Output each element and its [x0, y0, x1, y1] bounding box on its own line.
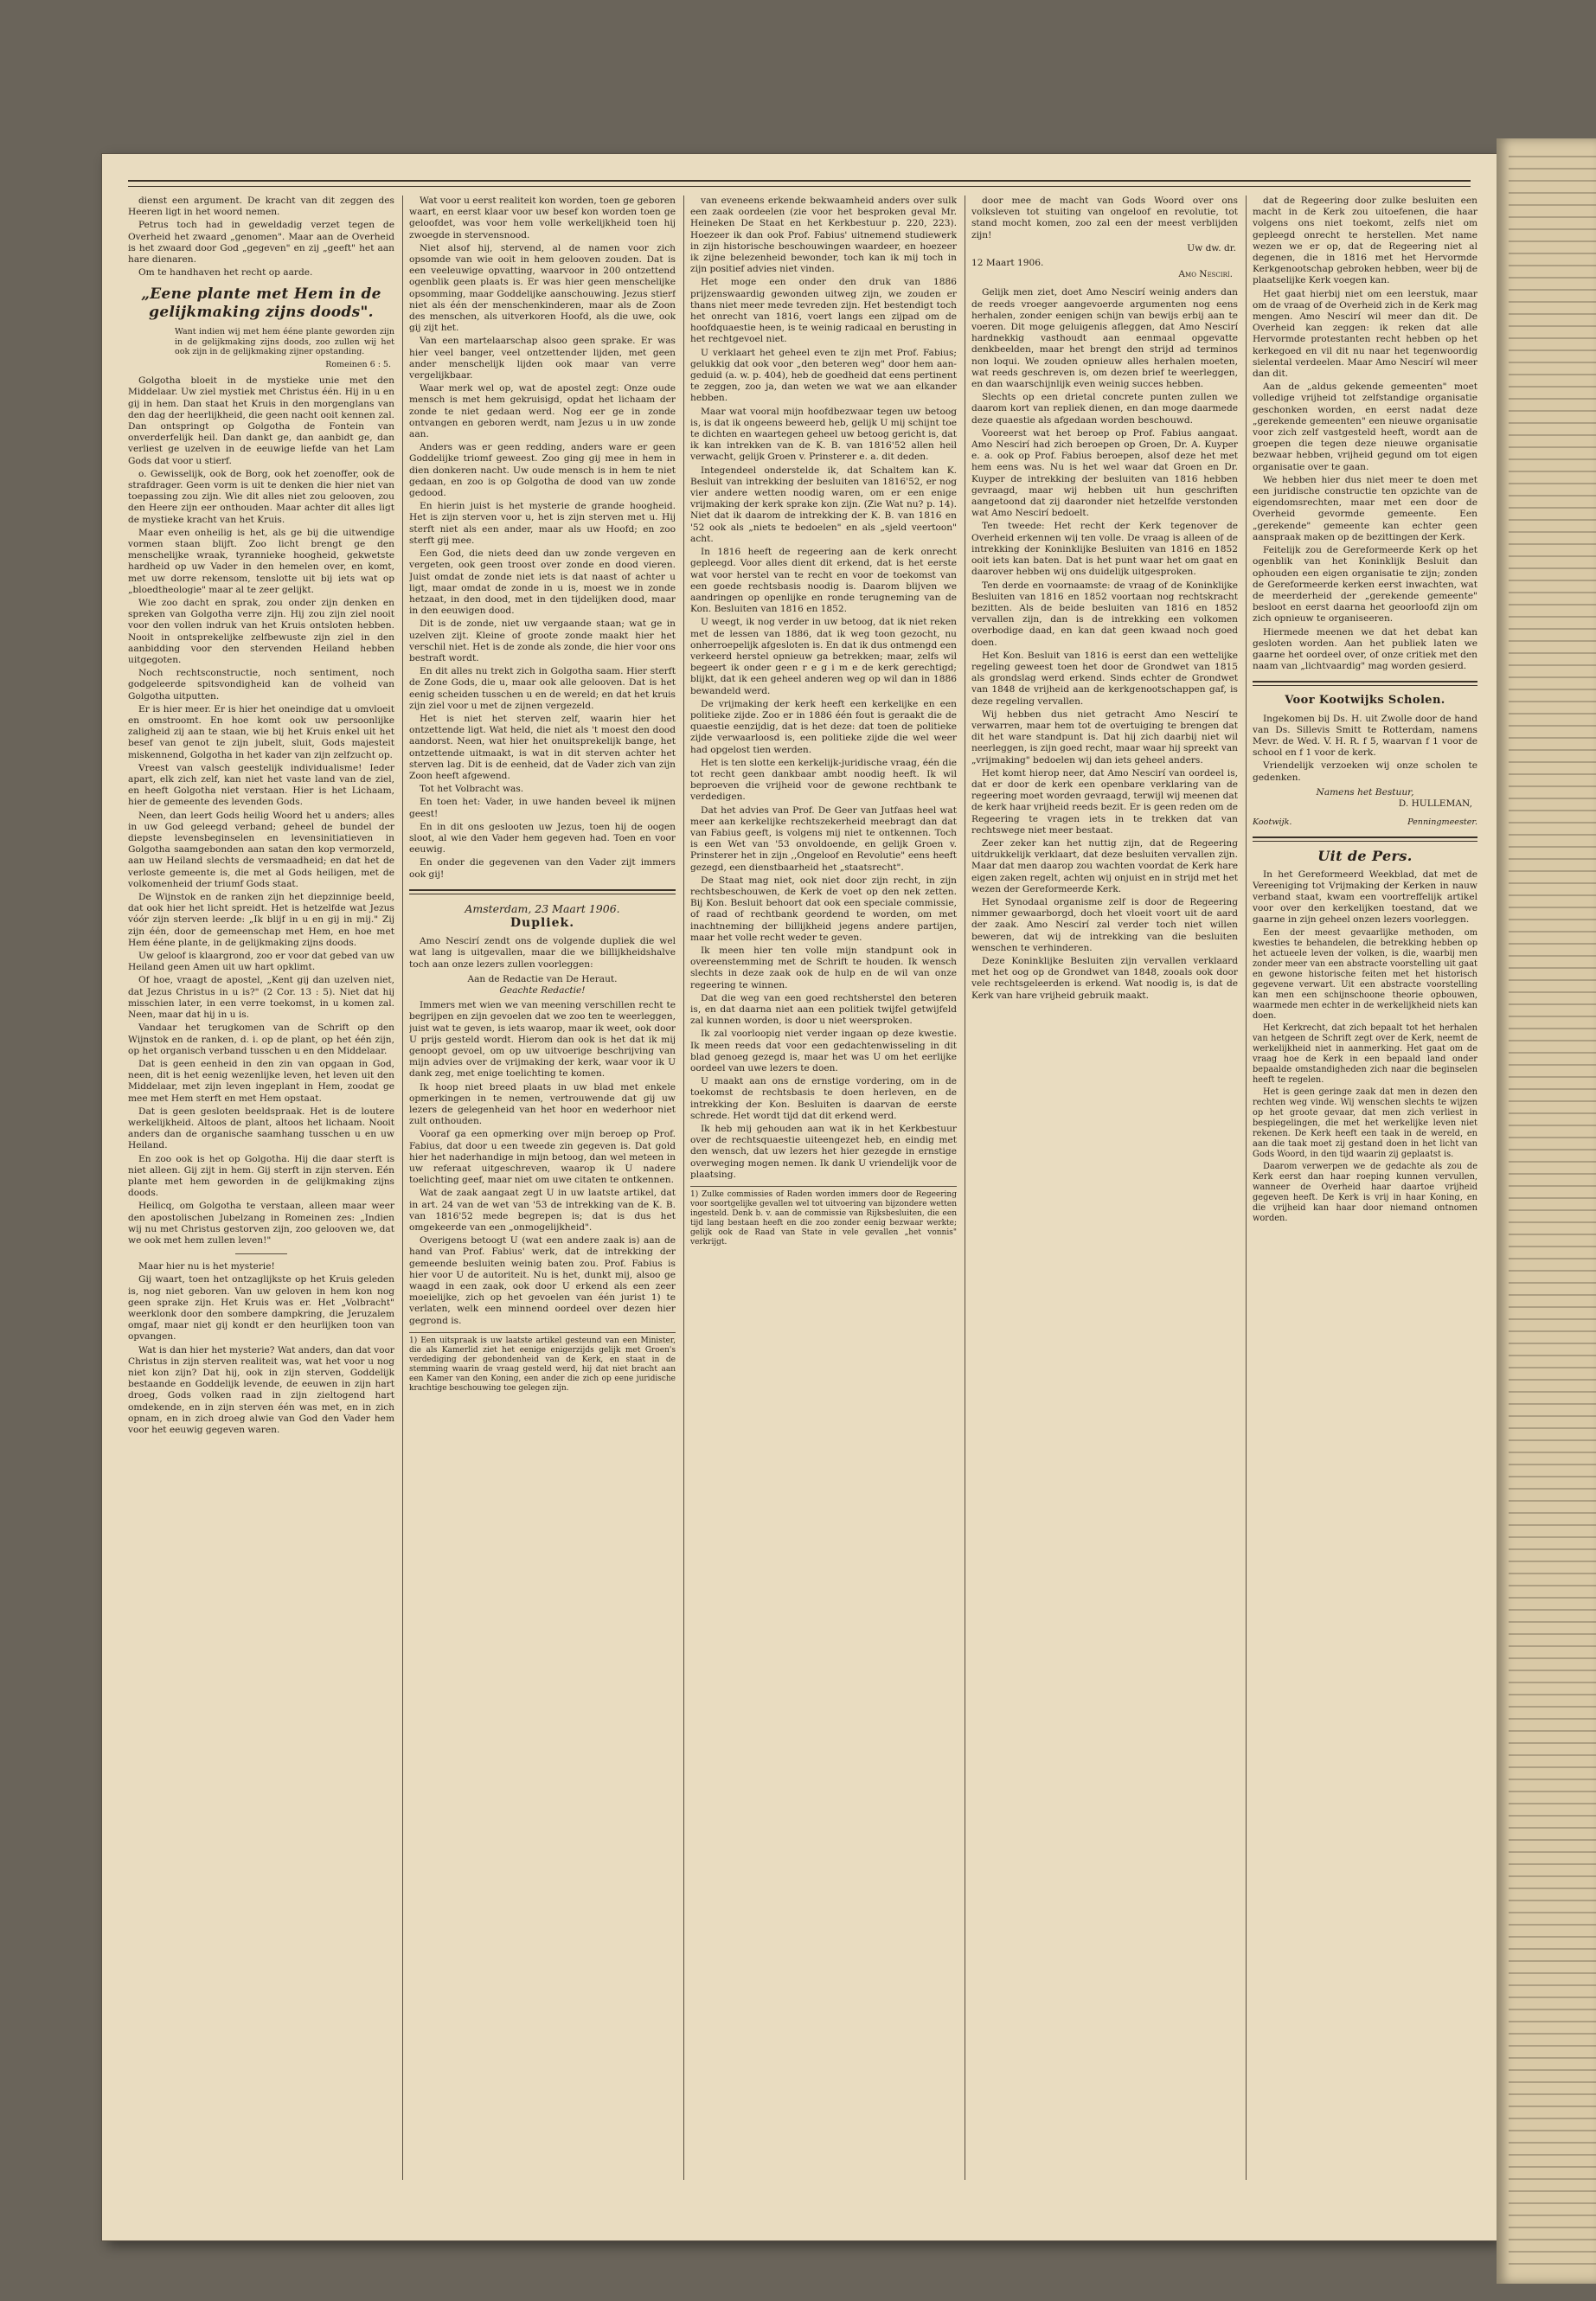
paragraph: Ik hoop niet breed plaats in uw blad met enkele opmerkingen in te nemen, vertrouwende dat gij uw lezers de gelegenheid van het hoor en wederhoor niet zult onthouden. [409, 1081, 676, 1127]
paragraph: Wat de zaak aangaat zegt U in uw laatste artikel, dat in art. 24 van de wet van '53 de intrekking van de K. B. van 1816'52 mede begrepen is; dat is dus het omgekeerde van een „onmogelijkheid". [409, 1188, 676, 1234]
paragraph: Dit is de zonde, niet uw vergaande staan; wat ge in uzelven zijt. Kleine of groote zonde maakt hier het verschil niet. Het is de zonde als zonde, die hier voor ons bestraft wordt. [409, 619, 676, 663]
dateline: Amsterdam, 23 Maart 1906. [465, 901, 620, 915]
paragraph: Ik zal voorloopig niet verder ingaan op deze kwestie. Ik meen reeds dat voor een gedachtenwisseling in dit blad genoeg gezegd is, maar het was U om het eerlijke oordeel van uwe lezers te doen. [690, 1029, 957, 1074]
top-rule [128, 180, 1471, 187]
paragraph: Het is ten slotte een kerkelijk-juridische vraag, één die tot recht geen dankbaar ambt noodig heeft. Ik wil beproeven die vrijheid voor de gewone rechtbank te verdedigen. [690, 757, 957, 803]
column-2 [409, 195, 676, 2189]
paragraph: dat de Regeering door zulke besluiten een macht in de Kerk zou uitoefenen, die haar volgens ons niet toekomt, zelfs niet om gepleegd onrecht te herstellen. Met name wezen we er op, dat de Regeering niet al degenen, die in 1816 met het Hervormde Kerkgenootschap gebroken hebben, weer bij de plaatselijke Kerk voegen kan. [1253, 195, 1477, 286]
footnote: 1) Zulke commissies of Raden worden immers door de Regeering voor soortgelijke gevallen wel tot uitvoering van bijzondere wetten ingesteld. Denk b. v. aan de commissie van Rijksbesluiten, die een tijd lang bestaan heeft en die zoo zonder eenig bezwaar werkte; gelijk ook de Raad van State in vele gevallen „het vonnis" verkrijgt. [690, 1186, 957, 1247]
paragraph: Ten tweede: Het recht der Kerk tegenover de Overheid erkennen wij ten volle. De vraag is alleen of de intrekking der Koninklijke Besluiten van 1816 en 1852 ooit iets kan baten. Dat is het punt waar het om gaat en daarover hebben wij ons duidelijk uitgesproken. [971, 521, 1238, 578]
column-separator [683, 195, 684, 2180]
paragraph: Petrus toch had in geweldadig verzet tegen de Overheid het zwaard „genomen". Maar aan de Overheid is het zwaard door God „gegeven" en zij „geeft" het aan hare dienaren. [128, 220, 394, 266]
divider [235, 1253, 287, 1254]
paragraph: Er is hier meer. Er is hier het oneindige dat u omvloeit en omstroomt. En hoe komt ook uw persoonlijke zaligheid zij aan te staan, wie bij het Kruis enkel uit het besef van genot te zijn jubelt, sluit, Gods majesteit miskennend, Golgotha in het kader van zijn zelfzucht op. [128, 703, 394, 760]
paragraph: Uw geloof is klaargrond, zoo er voor dat gebed van uw Heiland geen Amen uit uw hart opklimt. [128, 951, 394, 973]
footnote: 1) Een uitspraak is uw laatste artikel gesteund van een Minister, die als Kamerlid ziet het eenige enigerzijds gelijk met Groen's verdediging der gebondenheid van de Kerk, en staat in de stemming waarin de vraag gesteld werd, hij dat niet bracht aan een Kamer van den Koning, een ander die zich op eene juridische krachtige beschouwing toe gelegen zijn. [409, 1332, 676, 1394]
paragraph: Overigens betoogt U (wat een andere zaak is) aan de hand van Prof. Fabius' werk, dat de intrekking der gemeende besluiten weinig baten zou. Prof. Fabius is hier voor U de autoriteit. Nu is het, dunkt mij, alsoo ge waagd in een zaak, ook door U erkend als een zeer moeielijke, zich op het gevoelen van één jurist 1) te verlaten, welk een minnend oordeel over dezen hier gegrond is. [409, 1235, 676, 1326]
paragraph: U maakt aan ons de ernstige vordering, om in de toekomst de rechtsbasis te doen herleven, en de intrekking der Kon. Besluiten is daarvan de eerste schrede. Het wordt tijd dat dit erkend werd. [690, 1076, 957, 1121]
letter-signer: Amo Nescirí. [1178, 269, 1233, 280]
paragraph: Gij waart, toen het ontzaglijkste op het Kruis geleden is, nog niet geboren. Van uw geloven in hem kon nog geen sprake zijn. Het Kruis was er. Het „Volbracht" weerklonk door den sombere dampkring, die Jeruzalem omgaf, maar niet gij kondt er den heurlijken toon van opvangen. [128, 1274, 394, 1343]
paragraph: Om te handhaven het recht op aarde. [138, 267, 313, 279]
section-rule [1253, 836, 1477, 842]
letter-address: Aan de Redactie van De Heraut. [467, 973, 618, 984]
paragraph: En dit alles nu trekt zich in Golgotha saam. Hier sterft de Zone Gods, die u, maar ook alle gelooven. Dat is het eenig scheiden tusschen u en de wereld; en dat het kruis zijn ziel voor u met de zijnen vergezeld. [409, 666, 676, 711]
newspaper-page [102, 154, 1497, 2240]
column-separator [402, 195, 403, 2180]
paragraph: Immers met wien we van meening verschillen recht te begrijpen en zijn gevoelen dat we zoo ten te weerleggen, juist wat te geven, is iets waarop, maar ik weet, ook door U prijs gesteld wordt. Hierom dan ook is het dat ik mij genoopt gevoel, om op uw uitvoerige beschrijving van mijn advies over de vrijmaking der kerk, waar voor ik U dank zeg, met enige toelichting te komen. [409, 1000, 676, 1080]
paragraph: van eveneens erkende bekwaamheid anders over sulk een zaak oordeelen (zie voor het besproken geval Mr. Heineken De Staat en het Kerkbestuur p. 220, 223). Hoezeer ik dan ook Prof. Fabius' uitnemend studiewerk in zijn historische beschouwingen waardeer, en hoezeer ik zijne belezenheid bewonder, toch kan ik mij toch in zijn positief advies niet vinden. [690, 195, 957, 275]
section-rule [1253, 681, 1477, 686]
on-behalf-line: Namens het Bestuur, [1316, 786, 1414, 798]
paragraph: Het Kon. Besluit van 1816 is eerst dan een wettelijke regeling geweest toen het door de Grondwet van 1815 als grondslag werd erkend. Sinds echter de Grondwet van 1848 de vrijheid aan de kerkgenootschappen gaf, is deze regeling vervallen. [971, 650, 1238, 707]
section-rule [409, 889, 676, 894]
paragraph: Het Kerkrecht, dat zich bepaalt tot het herhalen van hetgeen de Schrift zegt over de Kerk, neemt de werkelijkheid niet in aanmerking. Het gaat om de vraag hoe de Kerk in een bepaald land onder bepaalde omstandigheden zich naar die beginselen heeft te regelen. [1253, 1022, 1477, 1085]
scripture-reference: Romeinen 6 : 5. [325, 359, 391, 369]
paragraph: dienst een argument. De kracht van dit zeggen des Heeren ligt in het woord nemen. [128, 195, 394, 218]
paragraph: Hiermede meenen we dat het debat kan gesloten worden. Aan het publiek laten we gaarne het oordeel over, of onze critiek met den naam van „lichtvaardig" mag worden gesierd. [1253, 626, 1477, 672]
paragraph: Anders was er geen redding, anders ware er geen Goddelijke triomf geweest. Zoo ging gij mee in hem in dien donkeren nacht. Uw oude mensch is in hem te niet gedaan, en zoo is op Golgotha de dood van uw zonde gedood. [409, 442, 676, 499]
adjacent-page-text [1509, 156, 1596, 2266]
paragraph: Aan de „aldus gekende gemeenten" moet volledige vrijheid tot zelfstandige organisatie geschonken worden, en eerst nadat deze „gerekende gemeenten" een nieuwe organisatie voor zich zelf vastgesteld heeft, wordt aan de groepen die tegen deze nieuwe organisatie bezwaar hebben, vrijheid gegund om tot eigen organisatie over te gaan. [1253, 381, 1477, 472]
paragraph: Het moge een onder den druk van 1886 prijzenswaardig gewonden uitweg zijn, we zouden er thans niet meer mede tevreden zijn. Het bestendigt toch het onrecht van 1816, voert langs een zijpad om de hoofdquaestie heen, is te weinig radicaal en berusting in het rechtgevoel niet. [690, 277, 957, 345]
paragraph: Ik heb mij gehouden aan wat ik in het Kerkbestuur over de rechtsquaestie uiteengezet heb, en eindig met den wensch, dat uw lezers het hier gezegde in ernstige overweging mogen nemen. Ik dank U vriendelijk voor de plaatsing. [690, 1124, 957, 1180]
paragraph: Vooraf ga een opmerking over mijn beroep op Prof. Fabius, dat door u een tweede zin gegeven is. Dat gold hier het naderhandige in mijn betoog, dan wel meteen in uw referaat uitgeschreven, waarop ik U nadere toelichting geef, maar niet om uwe citaten te ontkennen. [409, 1129, 676, 1186]
signature-line [1253, 817, 1477, 828]
paragraph: Noch rechtsconstructie, noch sentiment, noch godgeleerde spitsvondigheid kan de volheid van Golgotha uitputten. [128, 668, 394, 702]
paragraph: Dat is geen eenheid in den zin van opgaan in God, neen, dit is het eenig wezenlijke leven, het leven uit den Middelaar, met zijn leven ingeplant in Hem, zoodat ge mee met Hem sterft en met Hem opstaat. [128, 1058, 394, 1104]
paragraph: door mee de macht van Gods Woord over ons volksleven tot stuiting van ongeloof en revolutie, tot stand mocht komen, zoo zal een der meest verblijden zijn! [971, 195, 1238, 240]
section-title: Voor Kootwijks Scholen. [1285, 694, 1445, 708]
paragraph: Het Synodaal organisme zelf is door de Regeering nimmer gewaarborgd, doch het vloeit voort uit de aard der zaak. Amo Nescirí zal verder toch niet willen beweren, dat wij de intrekking van die besluiten wenschen te verhinderen. [971, 896, 1238, 953]
paragraph: En in dit ons geslooten uw Jezus, toen hij de oogen sloot, al wie den Vader hem gegeven had. Toen en voor eeuwig. [409, 821, 676, 856]
paragraph: Zeer zeker kan het nuttig zijn, dat de Regeering uitdrukkelijk verklaart, dat deze besluiten vervallen zijn. Maar dat men daarop zou wachten voordat de Kerk hare eigen zaken regelt, achten wij onjuist en in strijd met het wezen der Gereformeerde Kerk. [971, 837, 1238, 894]
paragraph: Een God, die niets deed dan uw zonde vergeven en vergeten, ook geen troost over zonde en dood vieren. Juist omdat de zonde niet iets is dat naast of achter u ligt, maar omdat de zonde in u is, moest we in zonde hetzaat, in den dood, met in den tijdelijken dood, maar in den eeuwigen dood. [409, 548, 676, 617]
paragraph: Dat het advies van Prof. De Geer van Jutfaas heel wat meer aan kerkelijke rechtszekerheid meebragt dan dat van Fabius geeft, is volgens mij niet te ontkennen. Toch is een Wet van '53 onvoldoende, en gelijk Groen v. Prinsterer het in zijn ,,Ongeloof en Revolutie" eens heeft gezegd, een dienstbaarheid het „staatsrecht". [690, 804, 957, 873]
column-3 [690, 195, 957, 2189]
section-title: Uit de Pers. [1317, 848, 1413, 865]
letter-salutation: Geachte Redactie! [499, 985, 586, 996]
paragraph: Wat is dan hier het mysterie? Wat anders, dan dat voor Christus in zijn sterven realiteit was, wat het voor u nog niet kon zijn? Dat hij, ook in zijn sterven, Goddelijk bestaande en Goddelijk levende, de eeuwen in zijn hart droeg, Gods volken raad in zijn zieltogend hart omdekende, en in zijn sterven één was met, en in zich opnam, en in zich droeg alwie van God den Vader hem voor het eeuwig gegeven waren. [128, 1344, 394, 1435]
column-4 [971, 195, 1238, 2189]
paragraph: Waar merk wel op, wat de apostel zegt: Onze oude mensch is met hem gekruisigd, opdat het lichaam der zonde te niet gedaan werd. Nog eer ge in zonde ontvangen en geboren werdt, nam Jezus u in uw zonde aan. [409, 383, 676, 440]
paragraph: Dat is geen gesloten beeldspraak. Het is de loutere werkelijkheid. Altoos de plant, altoos het lichaam. Nooit anders dan de organische saamhang tusschen u en uw Heiland. [128, 1106, 394, 1151]
paragraph: De vrijmaking der kerk heeft een kerkelijke en een politieke zijde. Zoo er in 1886 één fout is geraakt die de quaestie eenzijdig, dat is het deze: dat toen de politieke zijde verwaarloosd is, een politieke zijde die wel weer had opgelost tien werden. [690, 698, 957, 755]
adjacent-page-edge [1497, 138, 1596, 2284]
paragraph: Vandaar het terugkomen van de Schrift op den Wijnstok en de ranken, d. i. op de plant, op het één zijn, op het organisch verband tusschen u en den Middelaar. [128, 1022, 394, 1056]
paragraph: En toen het: Vader, in uwe handen beveel ik mijnen geest! [409, 797, 676, 819]
paragraph: En zoo ook is het op Golgotha. Hij die daar sterft is niet alleen. Gij zijt in hem. Gij sterft in zijn sterven. Eén plante met hem geworden in de gelijkmaking zijns doods. [128, 1153, 394, 1199]
paragraph: Neen, dan leert Gods heilig Woord het u anders; alles in uw God geleegd verband; geheel de bundel der diepste levensbeginselen en levensinitiatieven in Golgotha saamgebonden aan satan den kop vermorzeld, aan uw Heiland slechts de versmaadheid; en dat het de verloste gemeente is, die met al Gods heiligen, met de volkomenheid der triumf Gods staat. [128, 810, 394, 889]
paragraph: Dat die weg van een goed rechtsherstel den beteren is, en dat daarna niet aan een politiek twijfel getwijfeld zal kunnen worden, is door u niet weersproken. [690, 992, 957, 1027]
paragraph: Niet alsof hij, stervend, al de namen voor zich opsomde van wie ooit in hem gelooven zouden. Dat is een veeleuwige opvatting, waarvoor in 200 ontzettend ogenblik geen plaats is. Er was hier geen menschelijke opsomming, maar Goddelijke aanschouwing. Jezus stierf niet als één der menschenkinderen, maar als de Zoon des menschen, als uitverkoren Hoofd, als die uwe, ook gij zijt het. [409, 242, 676, 334]
paragraph: Slechts op een drietal concrete punten zullen we daarom kort van repliek dienen, en dan moge daarmede deze quaestie als afgedaan worden beschouwd. [971, 392, 1238, 426]
paragraph: De Staat mag niet, ook niet door zijn recht, in zijn rechtsbeschouwen, de Kerk de voet op den nek zetten. Bij Kon. Besluit behoort dat ook een speciale commissie, of raad of rechtbank geordend te worden, om met inachtneming der billijkheid jegens andere partijen, maar het volle recht weder te geven. [690, 875, 957, 943]
paragraph: Wij hebben dus niet getracht Amo Nescirí te verwarren, maar hem tot de overtuiging te brengen dat dit het ware standpunt is. Dat hij zich daarbij niet wil neerleggen, is zijn goed recht, maar waar hij spreekt van „vrijmaking" bedoelen wij dan iets geheel anders. [971, 708, 1238, 766]
paragraph: o. Gewisselijk, ook de Borg, ook het zoenoffer, ook de strafdrager. Geen vorm is uit te denken die hier niet van toepassing zou zijn. Wie dit alles niet zou gelooven, zou den Heere zijn eer onthouden. Maar achter dit alles ligt de mystieke kracht van het Kruis. [128, 468, 394, 525]
paragraph: En hierin juist is het mysterie de grande hoogheid. Het is zijn sterven voor u, het is zijn sterven met u. Hij sterft niet als een ander, maar als uw Hoofd; en zoo sterft gij mee. [409, 501, 676, 546]
paragraph: Wat voor u eerst realiteit kon worden, toen ge geboren waart, en eerst klaar voor uw besef kon worden toen ge geloofdet, was voor hem volle werkelijkheid toen hij zwoegde in stervensnood. [409, 195, 676, 240]
meditation-title: „Eene plante met Hem in de gelijkmaking zijns doods". [141, 285, 381, 322]
paragraph: Maar wat vooral mijn hoofdbezwaar tegen uw betoog is, is dat ik ongeens beweerd heb, gelijk U mij schijnt toe te dichten en waartegen geheel uw betoog gericht is, dat ik kan intrekken van de K. B. van 1816'52 allen heil verwacht, gelijk Groen v. Prinsterer e. a. dit deden. [690, 406, 957, 463]
paragraph: U weegt, ik nog verder in uw betoog, dat ik niet reken met de lessen van 1886, dat ik weg toon gezocht, nu onherroepelijk afgesloten is. En dat ik dus ontmengd een verkeerd herstel opnieuw ga betrekken; maar, zelfs wil begeert ik onder geen r e g i m e de kerk gerechtigd; blijkt, dat ik een geheel anderen weg op wil dan in 1886 bewandeld werd. [690, 617, 957, 696]
paragraph: Het komt hierop neer, dat Amo Nescirí van oordeel is, dat er door de kerk een openbare verklaring van de regeering moet worden gevraagd, terwijl wij meenen dat de kerk haar vrijheid reeds bezit. Er is geen reden om de Regeering te vragen iets in te trekken dat van rechtswege niet meer bestaat. [971, 767, 1238, 836]
paragraph: Vriendelijk verzoeken wij onze scholen te gedenken. [1253, 760, 1477, 783]
paragraph: Een der meest gevaarlijke methoden, om kwesties te behandelen, die betrekking hebben op het actueele leven der volken, is die, waarbij men zonder meer van een abstracte voorstelling uit gaat en gewone historische feiten met het historisch gegevene verwart. Uit een abstracte voorstelling kan men een schijnschoone theorie opbouwen, waarmede men echter in de werkelijkheid niets kan doen. [1253, 927, 1477, 1021]
paragraph: Daarom verwerpen we de gedachte als zou de Kerk eerst dan haar roeping kunnen vervullen, wanneer de Overheid haar daartoe vrijheid gegeven heeft. De Kerk is vrij in haar Koning, en die vrijheid kan haar door niemand ontnomen worden. [1253, 1161, 1477, 1223]
paragraph: Het gaat hierbij niet om een leerstuk, maar om de vraag of de Overheid zich in de Kerk mag mengen. Amo Nescirí wil meer dan dit. De Overheid kan zeggen: ik reken dat alle Hervormde protestanten recht hebben op het kerkegoed en vil dit nu naar het tegenwoordig sielental verdeelen. Maar Amo Nescirí wil meer dan dit. [1253, 288, 1477, 380]
paragraph: Het is geen geringe zaak dat men in dezen den rechten weg vinde. Wij wenschen slechts te wijzen op het groote gevaar, dat men zich verliest in bespiegelingen, die met het werkelijke leven niet rekenen. De Kerk heeft een taak in de wereld, en aan die taak moet zij gestand doen in het licht van Gods Woord, in den tijd waarin zij geplaatst is. [1253, 1086, 1477, 1159]
article-headline: Dupliek. [510, 915, 575, 930]
paragraph: Ik meen hier ten volle mijn standpunt ook in overeenstemming met de Schrift te houden. Ik wensch slechts in deze zaak ook de hulp en de wil van onze regeering te winnen. [690, 945, 957, 990]
paragraph: In 1816 heeft de regeering aan de kerk onrecht gepleegd. Voor alles dient dit erkend, dat is het eerste wat voor herstel van te recht en voor de toekomst van een goede rechtsbasis noodig is. Daarom blijven we aandringen op openlijke en ronde terugneming van de Kon. Besluiten van 1816 en 1852. [690, 547, 957, 615]
paragraph: Maar even onheilig is het, als ge bij die uitwendige vormen staan blijft. Zoo licht brengt ge den menschelijke wraak, tyrannieke hoogheid, gekwetste hardheid op uw Vader in den hemelen over, en komt, met uw dorre rekensom, tenslotte uit bij iets wat op „bloedtheologie" maar al te zeer gelijkt. [128, 527, 394, 595]
paragraph: Deze Koninklijke Besluiten zijn vervallen verklaard met het oog op de Grondwet van 1848, zooals ook door vele rechtsgeleerden is erkend. Wat noodig is, is dat de Kerk van hare vrijheid gebruik maakt. [971, 956, 1238, 1001]
column-5 [1253, 195, 1477, 2189]
paragraph: Feitelijk zou de Gereformeerde Kerk op het ogenblik van het Koninklijk Besluit dan ophouden een eigen organisatie te zijn; zonden de Gereformeerde kerken eerst inwachten, wat de meerderheid der „gerekende gemeente" besloot en eerst daarna het geoorloofd zijn om zich opnieuw te organiseeren. [1253, 545, 1477, 625]
paragraph: Ten derde en voornaamste: de vraag of de Koninklijke Besluiten van 1816 en 1852 voortaan nog rechtskracht bezitten. Als de beide besluiten van 1816 en 1852 vervallen zijn, dan is de intrekking een volkomen overbodige daad, en kan dat geen kwaad noch goed doen. [971, 580, 1238, 648]
paragraph: Ingekomen bij Ds. H. uit Zwolle door de hand van Ds. Sillevis Smitt te Rotterdam, namens Mevr. de Wed. V. H. R. f 5, waarvan f 1 voor de school en f 1 voor de kerk. [1253, 713, 1477, 759]
paragraph: U verklaart het geheel even te zijn met Prof. Fabius; gelukkig dat ook voor „den beteren weg" door hem aangeduid (a. w. p. 404), heb de goedheid dat eens pertinent te zeggen, zoo ja, dan weten we wat we aan elkander hebben. [690, 347, 957, 404]
column-separator [1246, 195, 1247, 2180]
signer-role: Penningmeester. [1407, 817, 1477, 828]
paragraph: Tot het Volbracht was. [420, 784, 524, 795]
column-1 [128, 195, 394, 2189]
paragraph: Van een martelaarschap alsoo geen sprake. Er was hier veel banger, veel ontzettender lijden, met geen ander menschelijk lijden ook maar van verre vergelijkbaar. [409, 336, 676, 381]
letter-date: 12 Maart 1906. [971, 258, 1044, 269]
paragraph: Amo Nescirí zendt ons de volgende dupliek die wel wat lang is uitgevallen, maar die we billijkheidshalve toch aan onze lezers zullen voorleggen: [409, 936, 676, 970]
paragraph: En onder die gegevenen van den Vader zijt immers ook gij! [409, 857, 676, 880]
paragraph: Vreest van valsch geestelijk individualisme! Ieder apart, elk zich zelf, kan niet het vaste land van de ziel, en heeft Golgotha niet verstaan. Hier is het Lichaam, hier de gemeente des levenden Gods. [128, 762, 394, 808]
paragraph: Het is niet het sterven zelf, waarin hier het ontzettende ligt. Wat held, die niet als 't moest den dood aandorst. Neen, wat hier het onuitsprekelijk bange, het ontzettende uitmaakt, is wat in dit sterven achter het sterven lag. Dit is de eenheid, dat de Vader zich van zijn Zoon heeft afgewend. [409, 713, 676, 781]
letter-closing: Uw dw. dr. [1187, 242, 1236, 253]
paragraph: We hebben hier dus niet meer te doen met een juridische constructie ten opzichte van de eigendomsrechten, maar met een door de Overheid gevormde gemeente. Een „gerekende" gemeente kan echter geen aanspraak maken op de bezittingen der Kerk. [1253, 474, 1477, 542]
paragraph: De Wijnstok en de ranken zijn het diepzinnige beeld, dat ook hier het licht spreidt. Het is hetzelfde wat Jezus vóór zijn sterven leerde: „Ik blijf in u en gij in mij." Zij zijn één, door de gemeenschap met Hem, en hoe met Hem ééne plante, in de gelijkmaking zijns doods. [128, 892, 394, 948]
paragraph: Vooreerst wat het beroep op Prof. Fabius aangaat. Amo Nescirí had zich beroepen op Groen, Dr. A. Kuyper e. a. ook op Prof. Fabius beroepen, alsof deze het met hem eens was. Nu is het wel waar dat Groen en Dr. Kuyper de intrekking der besluiten van 1816 hebben gevraagd, maar wij hebben uit hun geschriften aangetoond dat zij daaronder niet hetzelfde verstonden wat Amo Nescirí bedoelt. [971, 427, 1238, 519]
paragraph: Wie zoo dacht en sprak, zou onder zijn denken en spreken van Golgotha verre zijn. Hij zou zijn ziel nooit voor den vollen indruk van het Kruis ontsloten hebben. Nooit in ontsprekelijke zelfbewuste zijn ziel in den aanbidding voor den stervenden Heiland hebben uitgegoten. [128, 597, 394, 665]
paragraph: Gelijk men ziet, doet Amo Nescirí weinig anders dan de reeds vroeger aangevoerde argumenten nog eens herhalen, zonder eenigen schijn van bewijs erbij aan te voeren. Dit moge geluigenis afleggen, dat Amo Nescirí hardnekkig vasthoudt aan eenmaal opgevatte denkbeelden, maar het brengt den strijd ad terminos non loqui. We zouden opnieuw alles herhalen moeten, wat reeds geschreven is, om dezen brief te weerleggen, en dan waarschijnlijk even weinig succes hebben. [971, 287, 1238, 390]
paragraph: Heilicq, om Golgotha te verstaan, alleen maar weer den apostolischen Jubelzang in Romeinen zes: „Indien wij nu met Christus gestorven zijn, zoo gelooven we, dat we ook met hem zullen leven!" [128, 1201, 394, 1246]
paragraph: In het Gereformeerd Weekblad, dat met de Vereeniging tot Vrijmaking der Kerken in nauw verband staat, kwam een voortreffelijk artikel voor over den kerkelijken toestand, dat we gaarne in zijn geheel onzen lezers voorleggen. [1253, 868, 1477, 926]
signer-name: D. HULLEMAN, [1398, 798, 1472, 809]
paragraph: Maar hier nu is het mysterie! [138, 1261, 275, 1272]
paragraph: Of hoe, vraagt de apostel, „Kent gij dan uzelven niet, dat Jezus Christus in u is?" (2 Cor. 13 : 5). Niet dat hij misschien later, in een verre toekomst, in u komen zal. Neen, maar dat hij in u is. [128, 975, 394, 1021]
place-name: Kootwijk. [1253, 817, 1292, 828]
paragraph: Golgotha bloeit in de mystieke unie met den Middelaar. Uw ziel mystiek met Christus één. Hij in u en gij in hem. Dan staat het Kruis in den morgenglans van den dag der heerlijkheid, die geen nacht ooit kennen zal. Dan ontspringt op Golgotha de Fontein van onverderfelijk heil. Dan dankt ge, dan aanbidt ge, dan verliest ge uzelven in de eeuwige liefde van het Lam Gods dat voor u stierf. [128, 375, 394, 466]
scripture-motto: Want indien wij met hem ééne plante geworden zijn in de gelijkmaking zijns doods, zoo zullen wij het ook zijn in de gelijkmaking zijner opstanding. [175, 327, 394, 357]
paragraph: Integendeel onderstelde ik, dat Schaltem kan K. Besluit van intrekking der besluiten van 1816'52, er nog vier andere wetten noodig waren, om er een enige vrijmaking der kerk sprake kon zijn. (Zie Wat nu? p. 14). Niet dat ik daarom de intrekking der K. B. van 1816 en '52 ook als „niets te bedoelen" en als „sjeld veertoon" acht. [690, 465, 957, 544]
